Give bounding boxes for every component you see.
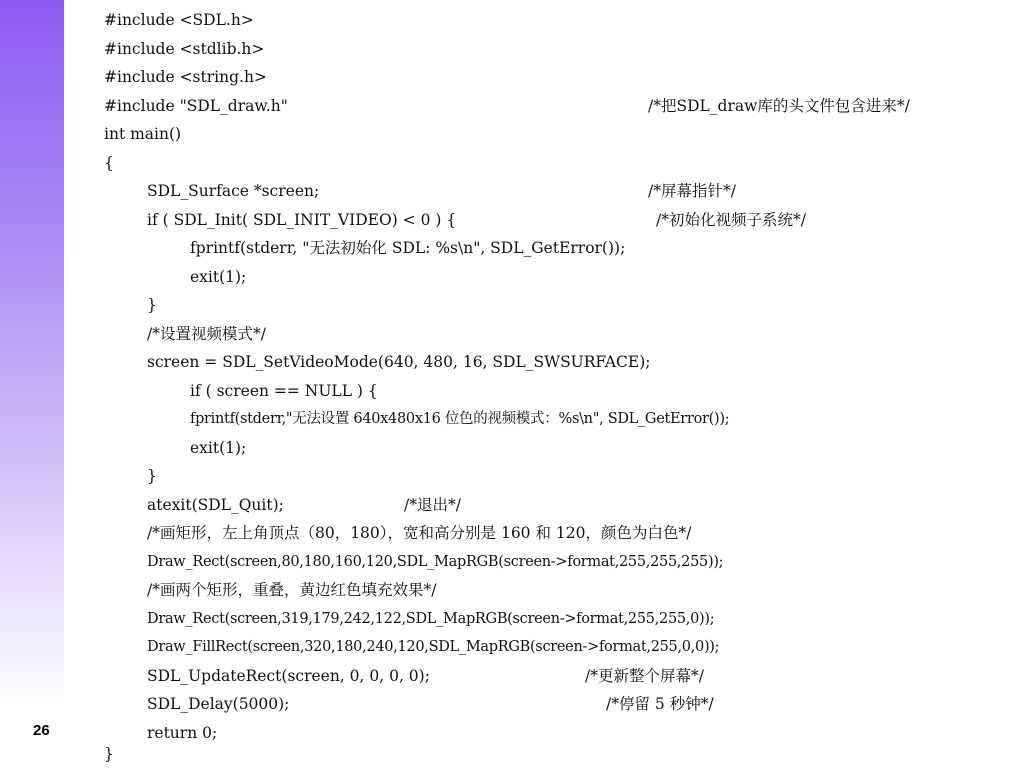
code-line: #include <stdlib.h> (104, 40, 265, 58)
code-line: } (147, 467, 157, 485)
code-line: { (104, 154, 114, 172)
code-line: #include <string.h> (104, 68, 267, 86)
code-line: Draw_Rect(screen,319,179,242,122,SDL_MapRGB(screen->format,255,255,0)); (147, 611, 715, 627)
code-comment: /*把SDL_draw库的头文件包含进来*/ (648, 97, 910, 115)
code-comment: /*更新整个屏幕*/ (585, 667, 704, 685)
code-line: int main() (104, 125, 182, 143)
code-line: SDL_Delay(5000); (147, 695, 290, 713)
code-comment: /*屏幕指针*/ (648, 182, 736, 200)
code-line: return 0; (147, 724, 218, 742)
code-line: exit(1); (190, 268, 247, 286)
code-line: #include "SDL_draw.h" (104, 97, 288, 115)
code-line: /*画矩形，左上角顶点（80，180），宽和高分别是 160 和 120，颜色为白色*/ (147, 524, 692, 542)
code-comment: /*初始化视频子系统*/ (656, 211, 806, 229)
code-line: SDL_Surface *screen; (147, 182, 320, 200)
code-line: if ( screen == NULL ) { (190, 382, 378, 400)
code-line: /*设置视频模式*/ (147, 325, 266, 343)
code-line: fprintf(stderr,"无法设置 640x480x16 位色的视频模式：%s\n", SDL_GetError()); (190, 411, 730, 427)
page-number: 26 (33, 722, 50, 739)
code-line: screen = SDL_SetVideoMode(640, 480, 16, SDL_SWSURFACE); (147, 353, 651, 371)
code-comment: /*退出*/ (404, 496, 461, 514)
code-line: Draw_Rect(screen,80,180,160,120,SDL_MapRGB(screen->format,255,255,255)); (147, 554, 724, 570)
code-line: exit(1); (190, 439, 247, 457)
code-line: Draw_FillRect(screen,320,180,240,120,SDL_MapRGB(screen->format,255,0,0)); (147, 639, 720, 655)
code-line: if ( SDL_Init( SDL_INIT_VIDEO) < 0 ) { (147, 211, 457, 229)
code-line: #include <SDL.h> (104, 11, 254, 29)
code-comment: /*停留 5 秒钟*/ (606, 695, 714, 713)
code-line: fprintf(stderr, "无法初始化 SDL: %s\n", SDL_GetError()); (190, 239, 626, 257)
code-line: } (104, 745, 114, 763)
code-line: atexit(SDL_Quit); (147, 496, 284, 514)
code-line: /*画两个矩形，重叠，黄边红色填充效果*/ (147, 581, 437, 599)
code-line: SDL_UpdateRect(screen, 0, 0, 0, 0); (147, 667, 430, 685)
code-line: } (147, 296, 157, 314)
